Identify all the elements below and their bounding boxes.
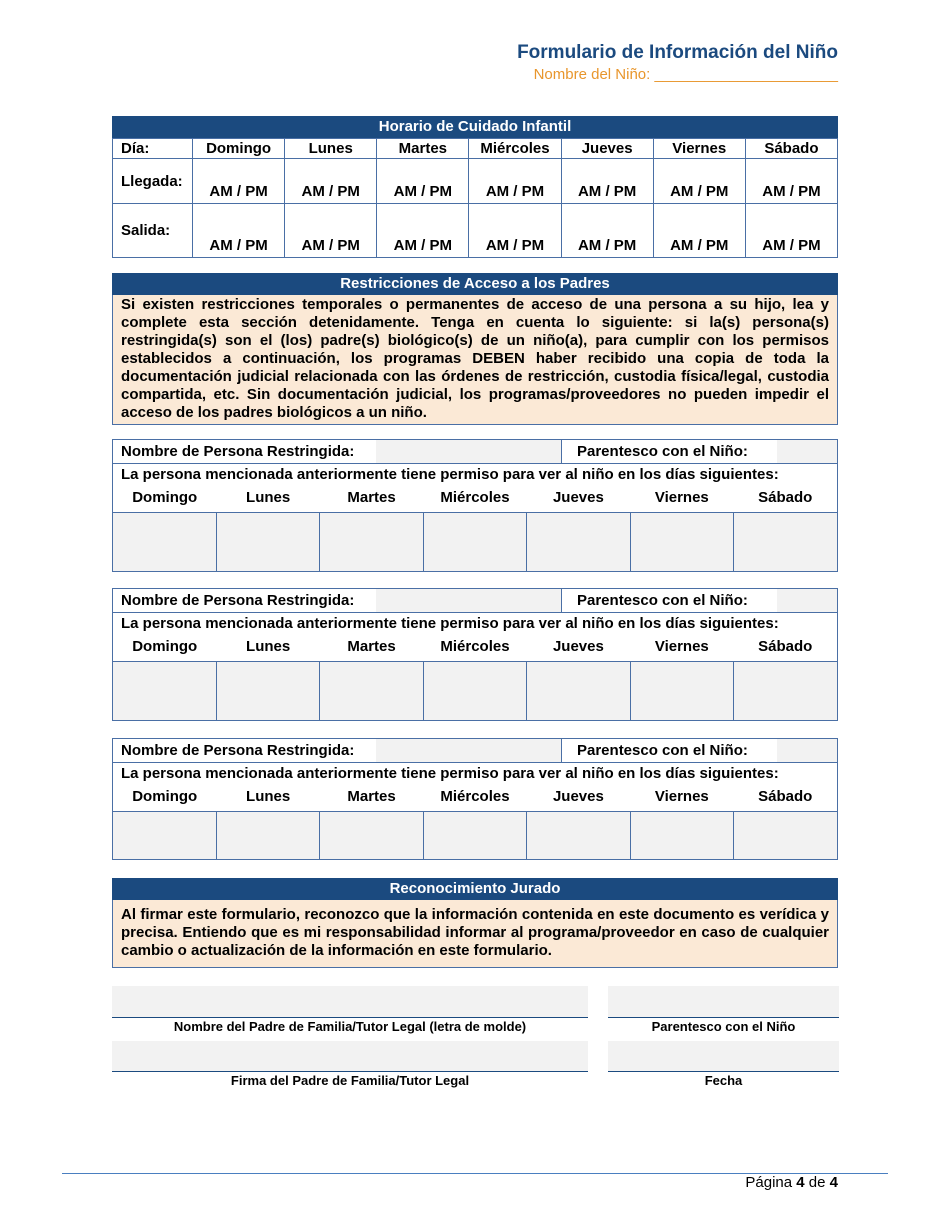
permission-text: La persona mencionada anteriormente tiene permiso para ver al niño en los días siguientes:: [121, 466, 779, 483]
parent-signature-input[interactable]: [112, 1041, 588, 1072]
relation-input[interactable]: [777, 589, 837, 612]
page-total: 4: [829, 1174, 838, 1191]
departure-time-field[interactable]: AM / PM: [561, 204, 653, 258]
sworn-acknowledgment: [112, 878, 838, 968]
permission-day-box[interactable]: [734, 812, 837, 859]
page-current: 4: [796, 1174, 805, 1191]
permission-day: Viernes: [654, 489, 709, 506]
permission-day: Sábado: [758, 489, 813, 506]
permission-day: Sábado: [758, 788, 813, 805]
permission-day-box[interactable]: [217, 812, 321, 859]
page-number: [745, 1174, 838, 1191]
signer-relation-label: Parentesco con el Niño: [651, 1019, 796, 1034]
permission-day: Jueves: [552, 638, 604, 655]
schedule-day: Jueves: [561, 139, 653, 159]
relation-label: Parentesco con el Niño:: [561, 739, 777, 762]
arrival-time-field[interactable]: AM / PM: [653, 159, 745, 204]
arrival-time-field[interactable]: AM / PM: [285, 159, 377, 204]
restrictions-title: Restricciones de Acceso a los Padres: [112, 273, 838, 295]
permission-day: Jueves: [552, 489, 604, 506]
restricted-person-block: [112, 588, 838, 721]
permission-day: Martes: [347, 638, 396, 655]
arrival-time-field[interactable]: AM / PM: [377, 159, 469, 204]
parent-signature-label: Firma del Padre de Familia/Tutor Legal: [230, 1073, 470, 1088]
schedule-day: Martes: [377, 139, 469, 159]
permission-day-box[interactable]: [113, 662, 217, 720]
permission-text: La persona mencionada anteriormente tiene permiso para ver al niño en los días siguientes:: [121, 615, 779, 632]
restricted-name-label: Nombre de Persona Restringida:: [121, 742, 355, 759]
relation-input[interactable]: [777, 739, 837, 762]
permission-day-box[interactable]: [113, 513, 217, 571]
permission-day-box[interactable]: [734, 662, 837, 720]
permission-day: Lunes: [246, 788, 291, 805]
date-label: Fecha: [704, 1073, 743, 1088]
parent-name-label: Nombre del Padre de Familia/Tutor Legal (letra de molde): [173, 1019, 527, 1034]
signer-relation-input[interactable]: [608, 986, 839, 1018]
permission-day-box[interactable]: [424, 662, 528, 720]
restricted-name-input[interactable]: [376, 589, 561, 612]
arrival-time-field[interactable]: AM / PM: [561, 159, 653, 204]
parent-name-input[interactable]: [112, 986, 588, 1018]
relation-label: Parentesco con el Niño:: [561, 440, 777, 463]
page-of-word: de: [808, 1174, 826, 1191]
permission-day-box[interactable]: [527, 662, 631, 720]
permission-day-box[interactable]: [424, 513, 528, 571]
form-title: Formulario de Información del Niño: [517, 42, 838, 63]
restrictions-notice: Si existen restricciones temporales o permanentes de acceso de una persona a su hijo, lea y complete esta sección detenidamente. Tenga en cuenta lo siguiente: si la(s) persona(s) restringida(s) son el (los) padre(s) biológico(s) de un niño(a), para cumplir con los permisos establecidos a continuación, los programas DEBEN haber recibido una copia de toda la documentación judicial relacionada con las órdenes de restricción, custodia física/legal, custodia compartida, etc. Sin documentación judicial, los programas/proveedores no pueden impedir el acceso de los padres biológicos a un niño.: [112, 295, 838, 425]
departure-time-field[interactable]: AM / PM: [469, 204, 561, 258]
schedule-table: [112, 138, 838, 258]
schedule-day: Viernes: [653, 139, 745, 159]
permission-day: Miércoles: [440, 638, 510, 655]
parent-access-restrictions: [112, 273, 838, 425]
departure-time-field[interactable]: AM / PM: [285, 204, 377, 258]
schedule-day: Lunes: [285, 139, 377, 159]
permission-text: La persona mencionada anteriormente tiene permiso para ver al niño en los días siguientes:: [121, 765, 779, 782]
permission-day: Miércoles: [440, 788, 510, 805]
departure-row: [113, 204, 838, 258]
relation-label: Parentesco con el Niño:: [561, 589, 777, 612]
departure-time-field[interactable]: AM / PM: [745, 204, 837, 258]
permission-day: Lunes: [246, 489, 291, 506]
permission-day-box[interactable]: [527, 513, 631, 571]
permission-day: Jueves: [552, 788, 604, 805]
permission-day-box[interactable]: [320, 662, 424, 720]
restricted-name-input[interactable]: [376, 440, 561, 463]
arrival-time-field[interactable]: AM / PM: [469, 159, 561, 204]
permission-day: Domingo: [132, 788, 198, 805]
permission-day: Sábado: [758, 638, 813, 655]
permission-day-box[interactable]: [631, 513, 735, 571]
restricted-name-input[interactable]: [376, 739, 561, 762]
permission-day-box[interactable]: [734, 513, 837, 571]
permission-day: Domingo: [132, 638, 198, 655]
restricted-name-label: Nombre de Persona Restringida:: [121, 443, 355, 460]
child-care-schedule: [112, 116, 838, 258]
permission-day-box[interactable]: [424, 812, 528, 859]
permission-day: Martes: [347, 489, 396, 506]
page-word: Página: [745, 1174, 793, 1191]
arrival-time-field[interactable]: AM / PM: [193, 159, 285, 204]
arrival-row: [113, 159, 838, 204]
departure-time-field[interactable]: AM / PM: [653, 204, 745, 258]
permission-day-box[interactable]: [527, 812, 631, 859]
day-label: Día:: [113, 139, 193, 159]
permission-day-box[interactable]: [217, 662, 321, 720]
departure-time-field[interactable]: AM / PM: [377, 204, 469, 258]
permission-day-box[interactable]: [631, 812, 735, 859]
permission-day: Viernes: [654, 638, 709, 655]
acknowledgment-text: Al firmar este formulario, reconozco que la información contenida en este documento es verídica y precisa. Entiendo que es mi responsabilidad informar al programa/proveedor en caso de cualquier cambio o actualización de la información en este formulario.: [112, 900, 838, 968]
permission-day-box[interactable]: [320, 812, 424, 859]
permission-day-box[interactable]: [217, 513, 321, 571]
restricted-name-label: Nombre de Persona Restringida:: [121, 592, 355, 609]
permission-day-box[interactable]: [631, 662, 735, 720]
arrival-time-field[interactable]: AM / PM: [745, 159, 837, 204]
permission-day-box[interactable]: [320, 513, 424, 571]
permission-day-box[interactable]: [113, 812, 217, 859]
relation-input[interactable]: [777, 440, 837, 463]
date-input[interactable]: [608, 1041, 839, 1072]
permission-day: Viernes: [654, 788, 709, 805]
schedule-day: Sábado: [745, 139, 837, 159]
permission-day: Martes: [347, 788, 396, 805]
permission-day: Lunes: [246, 638, 291, 655]
acknowledgment-title: Reconocimiento Jurado: [112, 878, 838, 900]
child-name-label: Nombre del Niño: ______________________: [533, 66, 838, 83]
schedule-day: Miércoles: [469, 139, 561, 159]
schedule-day: Domingo: [193, 139, 285, 159]
permission-day: Miércoles: [440, 489, 510, 506]
schedule-day-row: [113, 139, 838, 159]
schedule-title: Horario de Cuidado Infantil: [112, 116, 838, 138]
permission-day: Domingo: [132, 489, 198, 506]
departure-time-field[interactable]: AM / PM: [193, 204, 285, 258]
restricted-person-block: [112, 738, 838, 860]
restricted-person-block: [112, 439, 838, 572]
arrival-label: Llegada:: [113, 159, 193, 204]
departure-label: Salida:: [113, 204, 193, 258]
